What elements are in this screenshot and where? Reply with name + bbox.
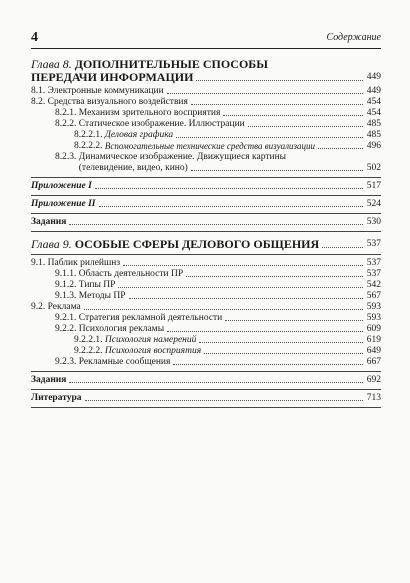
toc-entry	[31, 130, 381, 141]
toc-entry-tasks	[31, 217, 381, 228]
entry-title: Рекламные сообщения	[78, 357, 171, 367]
entry-title: Литература	[31, 393, 82, 403]
toc-entry	[31, 86, 381, 97]
entry-page: 517	[366, 181, 381, 191]
toc-entry	[31, 141, 381, 152]
entry-page: 524	[366, 199, 381, 209]
toc-entry	[31, 280, 381, 291]
table-of-contents	[31, 56, 381, 411]
entry-title: Область деятельности ПР	[78, 269, 184, 279]
chapter-8-title-line1: ДОПОЛНИТЕЛЬНЫЕ СПОСОБЫ	[74, 57, 269, 71]
entry-number: 8.2.2.	[55, 119, 77, 129]
toc-entry	[31, 119, 381, 130]
entry-title: Психология рекламы	[78, 324, 165, 334]
entry-number: 9.2.2.1.	[74, 335, 103, 345]
dot-leader	[69, 224, 362, 225]
toc-entry	[31, 152, 381, 174]
chapter-9-title: ОСОБЫЕ СФЕРЫ ДЕЛОВОГО ОБЩЕНИЯ	[74, 237, 320, 251]
header-rule	[31, 48, 381, 49]
toc-entry	[31, 313, 381, 324]
entry-page: 542	[366, 280, 381, 290]
dot-leader	[248, 126, 363, 127]
entry-number: 9.1.2.	[55, 280, 77, 290]
entry-title: Статическое изображение. Иллюстрации	[78, 119, 245, 129]
dot-leader	[191, 170, 363, 171]
dot-leader	[186, 276, 363, 277]
separator	[31, 195, 381, 196]
entry-number: 9.1.3.	[55, 291, 77, 301]
entry-title: Деловая графика	[104, 130, 174, 140]
entry-title: Паблик рилейшнз	[47, 258, 121, 268]
dot-leader	[199, 342, 362, 343]
dot-leader	[191, 104, 363, 105]
dot-leader	[69, 382, 362, 383]
toc-entry	[31, 291, 381, 302]
chapter-9-heading	[31, 238, 381, 251]
entry-number: 8.2.3.	[55, 152, 77, 162]
dot-leader	[118, 287, 362, 288]
entry-title: Вспомогательные технические средства визуализации	[104, 141, 316, 151]
toc-entry-tasks	[31, 375, 381, 386]
chapter-9-label: Глава 9.	[31, 237, 72, 251]
entry-title: Психология намерений	[104, 335, 197, 345]
entry-page: 593	[366, 302, 381, 312]
toc-entry	[31, 346, 381, 357]
dot-leader	[167, 331, 363, 332]
entry-number: 9.2.2.	[55, 324, 77, 334]
chapter-9-page: 537	[366, 239, 381, 249]
dot-leader	[204, 353, 363, 354]
separator	[31, 389, 381, 390]
toc-entry-literature	[31, 393, 381, 404]
entry-page: 502	[366, 163, 381, 173]
separator	[31, 254, 381, 255]
dot-leader	[196, 80, 362, 81]
entry-page: 649	[366, 346, 381, 356]
entry-number: 9.1.1.	[55, 269, 77, 279]
dot-leader	[85, 400, 363, 401]
toc-entry-appendix-2	[31, 199, 381, 210]
entry-title: Задания	[31, 217, 67, 227]
entry-number: 9.2.3.	[55, 357, 77, 367]
entry-page: 567	[366, 291, 381, 301]
dot-leader	[95, 188, 363, 189]
entry-title: Средства визуального воздействия	[47, 97, 188, 107]
entry-number: 9.1.	[31, 258, 46, 268]
dot-leader	[99, 206, 363, 207]
separator	[31, 407, 381, 408]
entry-page: 449	[366, 86, 381, 96]
entry-page: 530	[366, 217, 381, 227]
dot-leader	[322, 247, 363, 248]
entry-page: 454	[366, 108, 381, 118]
entry-page: 537	[366, 269, 381, 279]
entry-page: 667	[366, 357, 381, 367]
entry-page: 537	[366, 258, 381, 268]
entry-number: 8.1.	[31, 86, 46, 96]
entry-page: 593	[366, 313, 381, 323]
entry-page: 485	[366, 130, 381, 140]
entry-title-line2: (телевидение, видео, кино)	[78, 163, 188, 173]
entry-title: Типы ПР	[78, 280, 116, 290]
entry-page: 609	[366, 324, 381, 334]
entry-number: 9.2.2.2.	[74, 346, 103, 356]
dot-leader	[129, 298, 363, 299]
entry-title: Задания	[31, 375, 67, 385]
toc-entry-appendix-1	[31, 181, 381, 192]
toc-entry	[31, 335, 381, 346]
dot-leader	[225, 320, 362, 321]
toc-entry	[31, 258, 381, 269]
dot-leader	[176, 137, 363, 138]
chapter-8-title-line2: ПЕРЕДАЧИ ИНФОРМАЦИИ	[31, 70, 194, 84]
separator	[31, 213, 381, 214]
running-head	[31, 30, 381, 46]
entry-number: 8.2.2.2.	[74, 141, 103, 151]
dot-leader	[84, 309, 363, 310]
separator	[31, 231, 381, 232]
entry-number: 8.2.2.1.	[74, 130, 103, 140]
entry-title: Приложение I	[31, 181, 92, 191]
entry-page: 485	[366, 119, 381, 129]
running-section-title: Содержание	[326, 32, 381, 43]
entry-page: 692	[366, 375, 381, 385]
entry-page: 713	[366, 393, 381, 403]
toc-entry	[31, 97, 381, 108]
entry-title: Методы ПР	[78, 291, 126, 301]
page-number: 4	[31, 30, 38, 45]
entry-number: 8.2.	[31, 97, 46, 107]
entry-number: 8.2.1.	[55, 108, 77, 118]
separator	[31, 371, 381, 372]
toc-entry	[31, 302, 381, 313]
entry-title: Механизм зрительного восприятия	[78, 108, 221, 118]
toc-entry	[31, 108, 381, 119]
dot-leader	[173, 364, 362, 365]
entry-title: Стратегия рекламной деятельности	[78, 313, 223, 323]
entry-title: Приложение II	[31, 199, 96, 209]
dot-leader	[167, 93, 363, 94]
dot-leader	[318, 148, 363, 149]
entry-number: 9.2.	[31, 302, 46, 312]
entry-title: Реклама	[47, 302, 81, 312]
chapter-8-page: 449	[366, 72, 381, 82]
toc-entry	[31, 269, 381, 280]
entry-page: 454	[366, 97, 381, 107]
entry-number: 9.2.1.	[55, 313, 77, 323]
chapter-8-heading	[31, 58, 381, 84]
dot-leader	[223, 115, 362, 116]
entry-page: 496	[366, 141, 381, 151]
dot-leader	[123, 265, 363, 266]
entry-title-line1: Динамическое изображение. Движущиеся картины	[78, 152, 287, 162]
toc-entry	[31, 357, 381, 368]
chapter-8-label: Глава 8.	[31, 57, 72, 71]
entry-title: Электронные коммуникации	[47, 86, 164, 96]
entry-page: 619	[366, 335, 381, 345]
separator	[31, 177, 381, 178]
toc-entry	[31, 324, 381, 335]
entry-title: Психология восприятия	[104, 346, 202, 356]
